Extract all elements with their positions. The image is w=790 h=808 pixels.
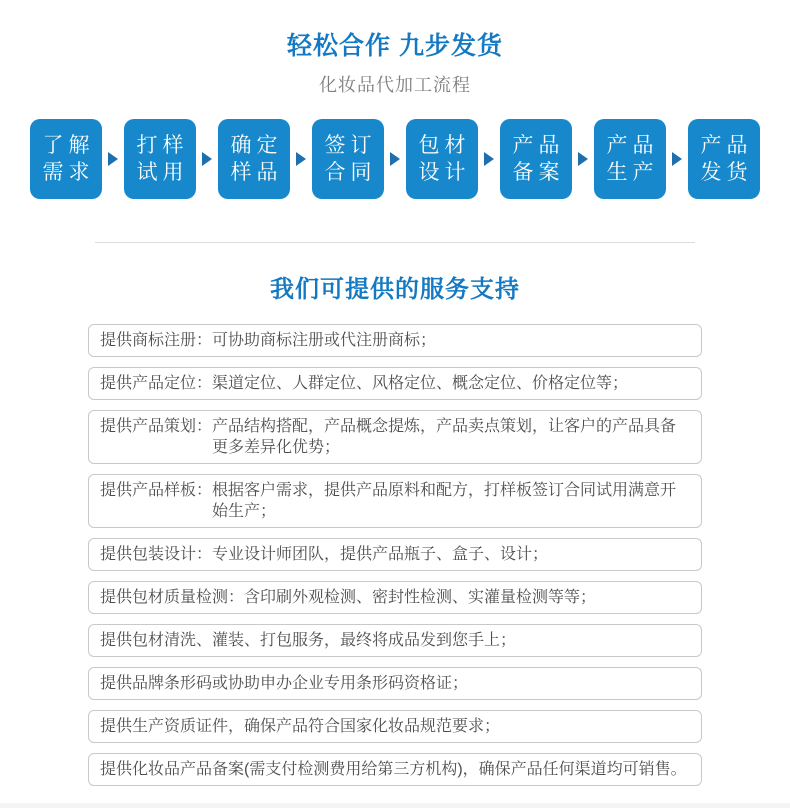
flow-step-label: 产品 bbox=[700, 134, 753, 157]
flow-step-understand-needs bbox=[30, 119, 102, 199]
service-item-quality-testing bbox=[88, 581, 702, 614]
flow-step-label: 合同 bbox=[324, 161, 377, 184]
footer-strip bbox=[0, 803, 790, 808]
service-list bbox=[88, 324, 702, 786]
arrow-right-icon bbox=[296, 152, 306, 166]
arrow-right-icon bbox=[202, 152, 212, 166]
services-section-title: 我们可提供的服务支持 bbox=[270, 276, 520, 303]
service-item-sample bbox=[88, 474, 702, 528]
flow-step-product-registration bbox=[500, 119, 572, 199]
service-item-label: 提供产品定位： bbox=[100, 375, 213, 392]
service-item-text: 提供生产资质证件，确保产品符合国家化妆品规范要求； bbox=[100, 718, 501, 735]
flow-step-label: 试用 bbox=[136, 161, 189, 184]
process-flow bbox=[0, 119, 790, 199]
service-item-label: 提供包装设计： bbox=[100, 546, 213, 563]
arrow-right-icon bbox=[108, 152, 118, 166]
page-subtitle: 化妆品代加工流程 bbox=[319, 75, 471, 95]
service-item-trademark bbox=[88, 324, 702, 357]
flow-step-label: 备案 bbox=[512, 161, 565, 184]
service-item-positioning bbox=[88, 367, 702, 400]
service-item-label: 提供商标注册： bbox=[100, 332, 213, 349]
flow-step-sample-trial bbox=[124, 119, 196, 199]
service-item-text: 根据客户需求，提供产品原料和配方，打样板签订合同试用满意开始生产； bbox=[212, 482, 677, 520]
service-item-text: 可协助商标注册或代注册商标； bbox=[212, 332, 437, 349]
service-item-filling-packing bbox=[88, 624, 702, 657]
flow-step-packaging-design bbox=[406, 119, 478, 199]
flow-step-label: 设计 bbox=[418, 161, 471, 184]
service-item-qualification bbox=[88, 710, 702, 743]
flow-step-label: 打样 bbox=[136, 134, 189, 157]
service-item-label: 提供产品样板： bbox=[100, 482, 213, 499]
flow-step-sign-contract bbox=[312, 119, 384, 199]
service-item-text: 产品结构搭配，产品概念提炼，产品卖点策划，让客户的产品具备更多差异化优势； bbox=[212, 418, 677, 456]
flow-step-label: 签订 bbox=[324, 134, 377, 157]
service-item-text: 专业设计师团队，提供产品瓶子、盒子、设计； bbox=[212, 546, 549, 563]
arrow-right-icon bbox=[672, 152, 682, 166]
header bbox=[0, 0, 790, 97]
flow-step-label: 确定 bbox=[230, 134, 283, 157]
service-item-package-design bbox=[88, 538, 702, 571]
flow-step-confirm-sample bbox=[218, 119, 290, 199]
service-item-barcode bbox=[88, 667, 702, 700]
flow-step-shipping bbox=[688, 119, 760, 199]
service-item-text: 提供化妆品产品备案(需支付检测费用给第三方机构)，确保产品任何渠道均可销售。 bbox=[100, 761, 687, 778]
page-title: 轻松合作 九步发货 bbox=[287, 32, 503, 60]
flow-step-label: 包材 bbox=[418, 134, 471, 157]
flow-step-label: 产品 bbox=[606, 134, 659, 157]
flow-step-label: 了解 bbox=[42, 134, 95, 157]
service-item-text: 提供包材清洗、灌装、打包服务，最终将成品发到您手上； bbox=[100, 632, 517, 649]
flow-step-label: 产品 bbox=[512, 134, 565, 157]
arrow-right-icon bbox=[578, 152, 588, 166]
flow-step-label: 生产 bbox=[606, 161, 659, 184]
arrow-right-icon bbox=[484, 152, 494, 166]
service-item-planning bbox=[88, 410, 702, 464]
service-item-label: 提供产品策划： bbox=[100, 418, 213, 435]
service-item-product-filing bbox=[88, 753, 702, 786]
flow-step-label: 需求 bbox=[42, 161, 95, 184]
flow-step-label: 样品 bbox=[230, 161, 283, 184]
service-item-label: 提供包材质量检测： bbox=[100, 589, 245, 606]
service-item-text: 渠道定位、人群定位、风格定位、概念定位、价格定位等； bbox=[212, 375, 629, 392]
service-item-text: 提供品牌条形码或协助申办企业专用条形码资格证； bbox=[100, 675, 469, 692]
section-divider bbox=[95, 242, 695, 243]
service-item-text: 含印刷外观检测、密封性检测、实灌量检测等等； bbox=[244, 589, 597, 606]
arrow-right-icon bbox=[390, 152, 400, 166]
flow-step-label: 发货 bbox=[700, 161, 753, 184]
flow-step-production bbox=[594, 119, 666, 199]
